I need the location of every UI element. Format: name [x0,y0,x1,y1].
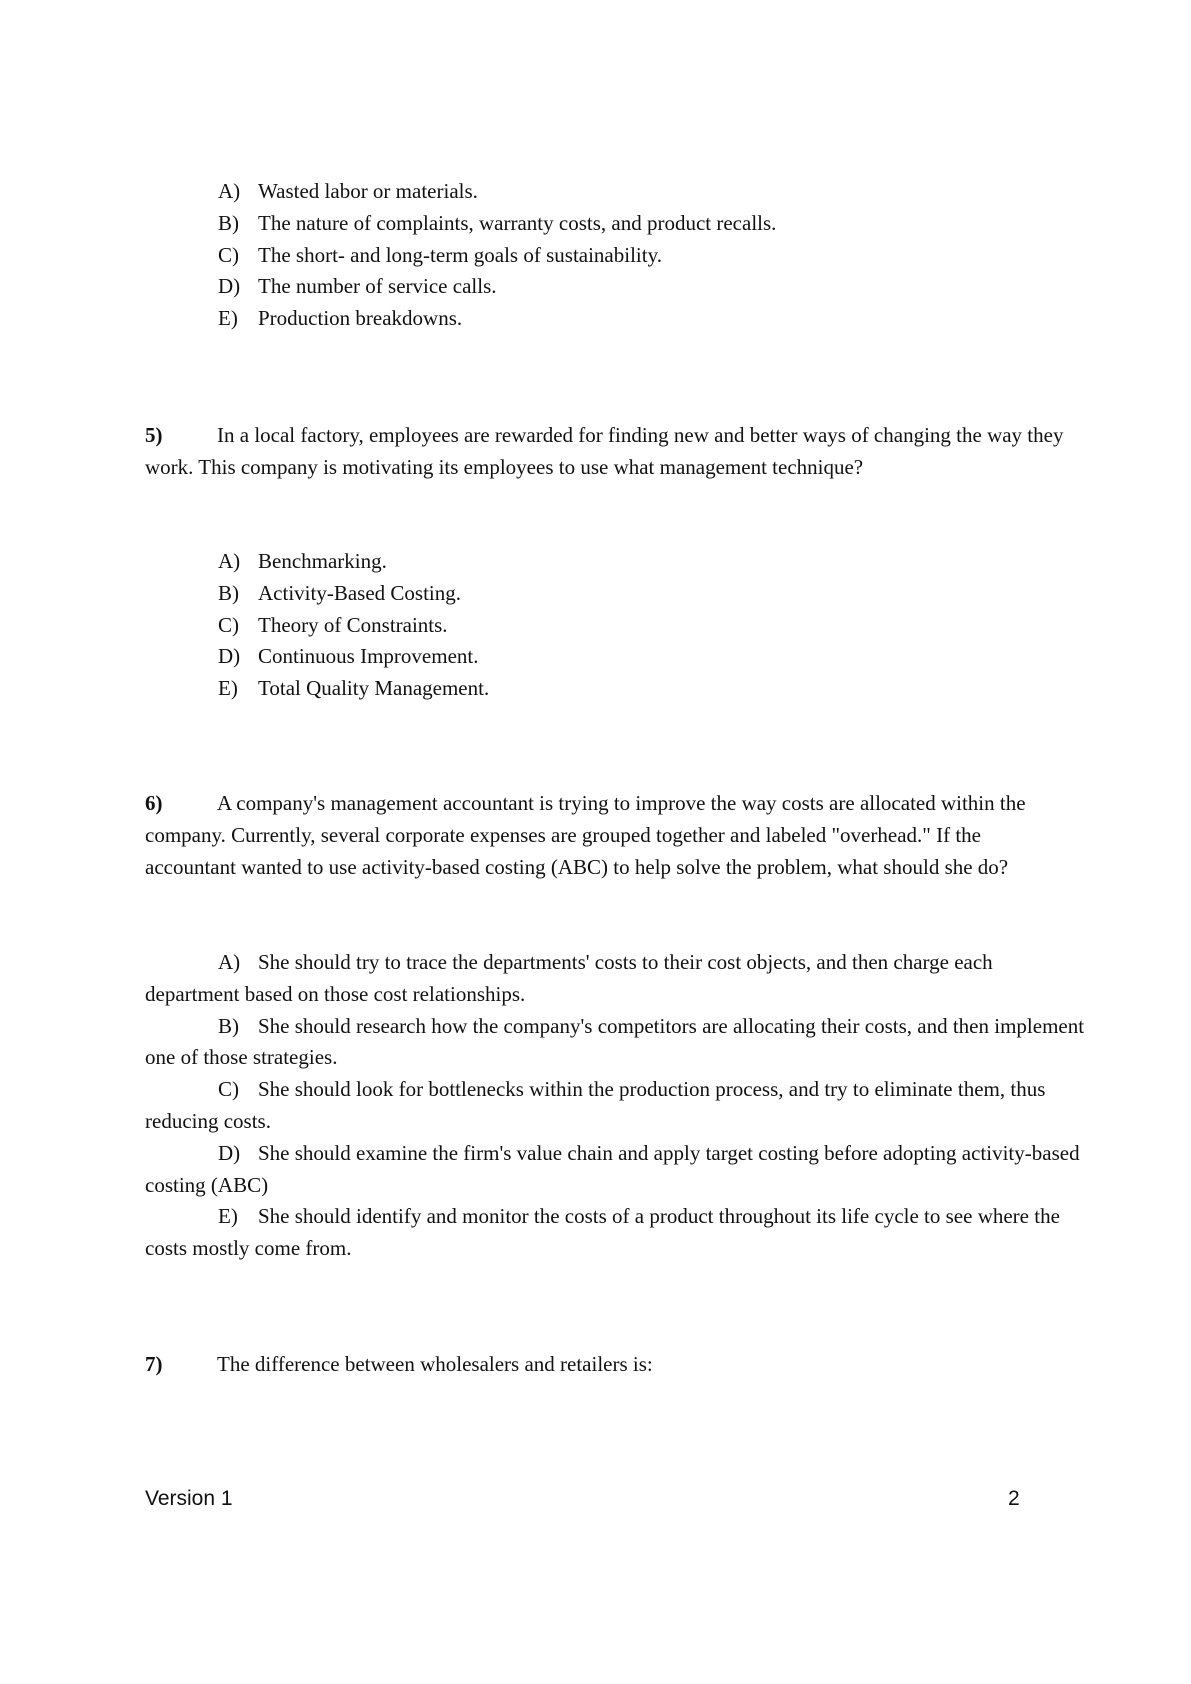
option-letter: E) [218,676,238,701]
q4-option-d [218,271,776,303]
question-text: The difference between wholesalers and retailers is: [217,1352,653,1376]
footer-page-number: 2 [1008,1487,1020,1510]
option-text: Continuous Improvement. [258,644,479,669]
q4-option-a [218,176,776,208]
q5-option-c [218,610,489,642]
q6-option-a [145,947,1085,1011]
option-letter: C) [218,1077,239,1102]
option-text: Wasted labor or materials. [258,179,478,203]
option-text: The nature of complaints, warranty costs, and product recalls. [258,210,777,235]
question-6 [145,788,1075,883]
question-7 [145,1349,1075,1381]
footer-version: Version 1 [145,1487,233,1510]
option-text: Theory of Constraints. [258,612,448,637]
option-letter: D) [218,644,241,669]
question-number: 5) [145,423,163,447]
option-letter: A) [218,549,241,573]
question-text: A company's management accountant is trying to improve the way costs are allocated within the company. Currently, several corporate expenses are grouped together and labeled "overhead." If the accountant wanted to use activity-based costing (ABC) to help solve the problem, what should she do? [145,791,1026,879]
option-text: She should look for bottlenecks within the production process, and try to eliminate them, thus reducing costs. [145,1077,1046,1133]
q6-options [145,947,1085,1265]
option-text: Production breakdowns. [258,306,463,331]
option-letter: C) [218,242,239,267]
question-text: In a local factory, employees are rewarded for finding new and better ways of changing the way they work. This company is motivating its employees to use what management technique? [145,423,1064,479]
q6-option-b [145,1011,1085,1075]
option-letter: E) [218,1204,238,1229]
option-text: She should try to trace the departments' costs to their cost objects, and then charge each department based on those cost relationships. [145,950,993,1006]
question-number: 6) [145,791,163,815]
option-text: The short- and long-term goals of sustainability. [258,242,662,267]
q5-options [218,546,489,705]
question-5 [145,420,1075,484]
q4-option-c [218,240,776,272]
q5-option-b [218,578,489,610]
option-text: Benchmarking. [258,549,387,573]
option-letter: C) [218,612,239,637]
q6-option-d [145,1138,1085,1202]
q5-option-a [218,546,489,578]
option-text: She should research how the company's competitors are allocating their costs, and then implement one of those strategies. [145,1013,1085,1070]
q4-options [218,176,776,335]
q6-option-c [145,1074,1085,1138]
option-text: She should identify and monitor the costs of a product throughout its life cycle to see where the costs mostly come from. [145,1204,1060,1261]
option-letter: A) [218,179,241,203]
option-letter: B) [218,210,239,235]
option-letter: A) [218,950,241,974]
q5-option-d [218,641,489,673]
option-text: She should examine the firm's value chain and apply target costing before adopting activity-based costing (ABC) [145,1140,1080,1197]
option-text: The number of service calls. [258,274,497,299]
option-letter: E) [218,306,238,331]
q4-option-e [218,303,776,335]
option-letter: D) [218,274,241,299]
option-letter: B) [218,580,239,605]
option-letter: D) [218,1140,241,1165]
q6-option-e [145,1201,1085,1265]
q4-option-b [218,208,776,240]
question-number: 7) [145,1352,163,1376]
option-text: Activity-Based Costing. [258,580,461,605]
q5-option-e [218,673,489,705]
option-letter: B) [218,1013,239,1038]
option-text: Total Quality Management. [258,676,490,701]
